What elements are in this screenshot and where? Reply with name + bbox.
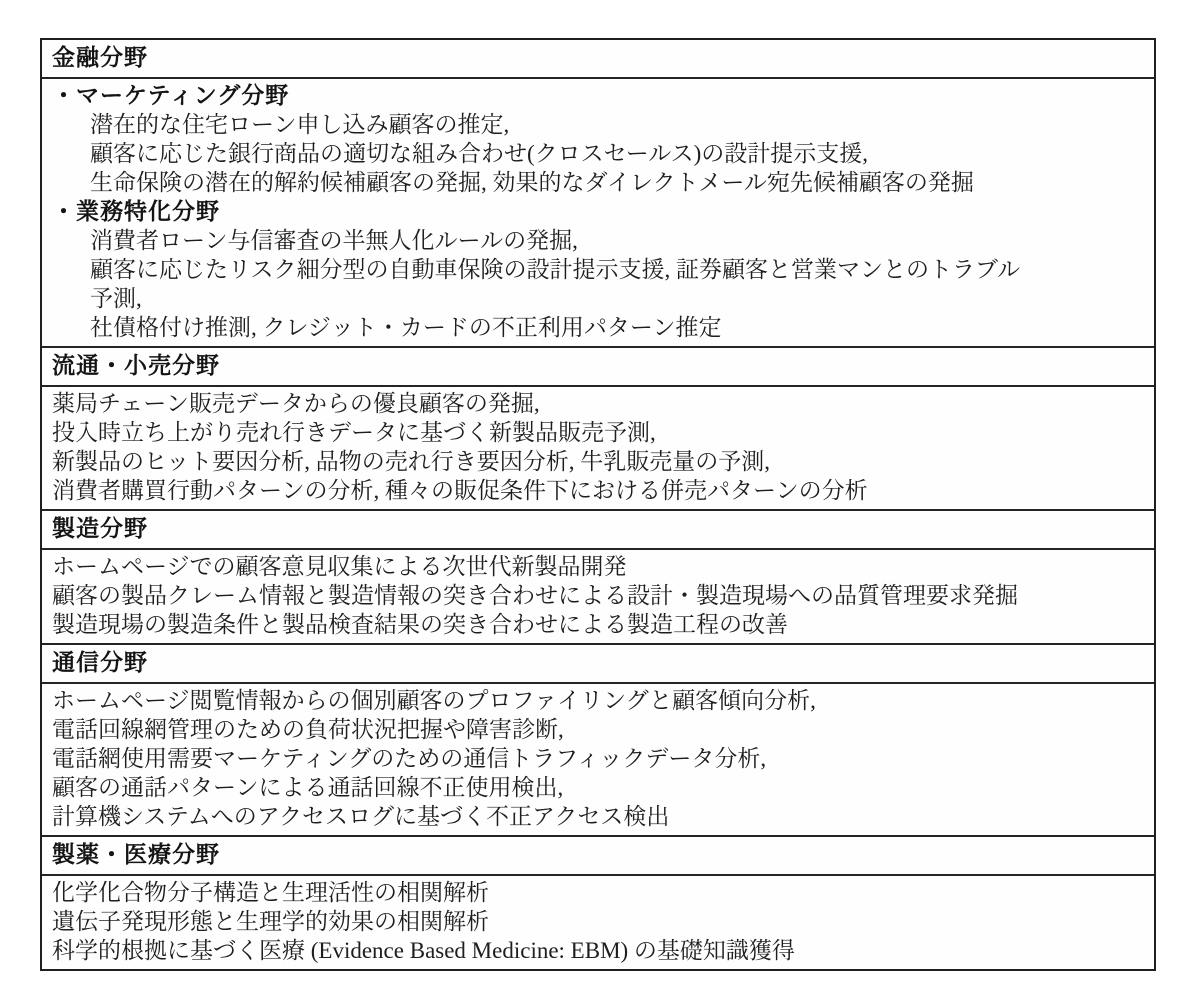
list-item: 顧客に応じたリスク細分型の自動車保険の設計提示支援, 証券顧客と営業マンとのトラブル: [90, 257, 1021, 282]
list-item: 潜在的な住宅ローン申し込み顧客の推定,: [90, 112, 510, 137]
list-item: 遺伝子発現形態と生理学的効果の相関解析: [52, 909, 489, 934]
list-item: 計算機システムへのアクセスログに基づく不正アクセス検出: [52, 804, 670, 829]
section-content-telecom: [42, 682, 1154, 835]
section-content-pharma-medical: [42, 874, 1154, 969]
section-header-retail: [42, 346, 1154, 385]
section-content-finance: [42, 77, 1154, 346]
list-item: ホームページ閲覧情報からの個別顧客のプロファイリングと顧客傾向分析,: [52, 688, 816, 713]
section-header-finance: [42, 40, 1154, 77]
list-item: 電話回線網管理のための負荷状況把握や障害診断,: [52, 717, 564, 742]
list-item: 電話網使用需要マーケティングのための通信トラフィックデータ分析,: [52, 746, 767, 771]
section-header-manufacturing: [42, 509, 1154, 548]
list-item: 投入時立ち上がり売れ行きデータに基づく新製品販売予測,: [52, 420, 656, 445]
list-item: 化学化合物分子構造と生理活性の相関解析: [52, 880, 489, 905]
section-title: 製薬・医療分野: [52, 841, 220, 867]
list-item: 科学的根拠に基づく医療 (Evidence Based Medicine: EBM) の基礎知識獲得: [52, 938, 795, 963]
list-item: 社債格付け推測, クレジット・カードの不正利用パターン推定: [90, 315, 722, 340]
section-header-telecom: [42, 643, 1154, 682]
list-item: 生命保険の潜在的解約候補顧客の発掘, 効果的なダイレクトメール宛先候補顧客の発掘: [90, 170, 974, 195]
list-item: 薬局チェーン販売データからの優良顧客の発掘,: [52, 391, 540, 416]
list-item: 消費者ローン与信審査の半無人化ルールの発掘,: [90, 228, 578, 253]
section-title: 金融分野: [52, 44, 148, 70]
section-title: 流通・小売分野: [52, 352, 220, 378]
subsection-title-marketing: ・マーケティング分野: [52, 82, 290, 108]
list-item: 顧客の通話パターンによる通話回線不正使用検出,: [52, 775, 564, 800]
list-item-continuation: 予測,: [90, 286, 142, 311]
list-item: 顧客に応じた銀行商品の適切な組み合わせ(クロスセールス)の設計提示支援,: [90, 141, 868, 166]
list-item: 顧客の製品クレーム情報と製造情報の突き合わせによる設計・製造現場への品質管理要求発掘: [52, 583, 1018, 608]
subsection-title-business-specific: ・業務特化分野: [52, 198, 220, 224]
section-header-pharma-medical: [42, 835, 1154, 874]
section-content-manufacturing: [42, 548, 1154, 643]
list-item: 製造現場の製造条件と製品検査結果の突き合わせによる製造工程の改善: [52, 612, 788, 637]
section-title: 製造分野: [52, 515, 148, 541]
section-title: 通信分野: [52, 649, 148, 675]
list-item: 消費者購買行動パターンの分析, 種々の販促条件下における併売パターンの分析: [52, 478, 868, 503]
list-item: ホームページでの顧客意見収集による次世代新製品開発: [52, 554, 627, 579]
application-domains-table: [40, 38, 1156, 971]
section-content-retail: [42, 385, 1154, 509]
list-item: 新製品のヒット要因分析, 品物の売れ行き要因分析, 牛乳販売量の予測,: [52, 449, 771, 474]
